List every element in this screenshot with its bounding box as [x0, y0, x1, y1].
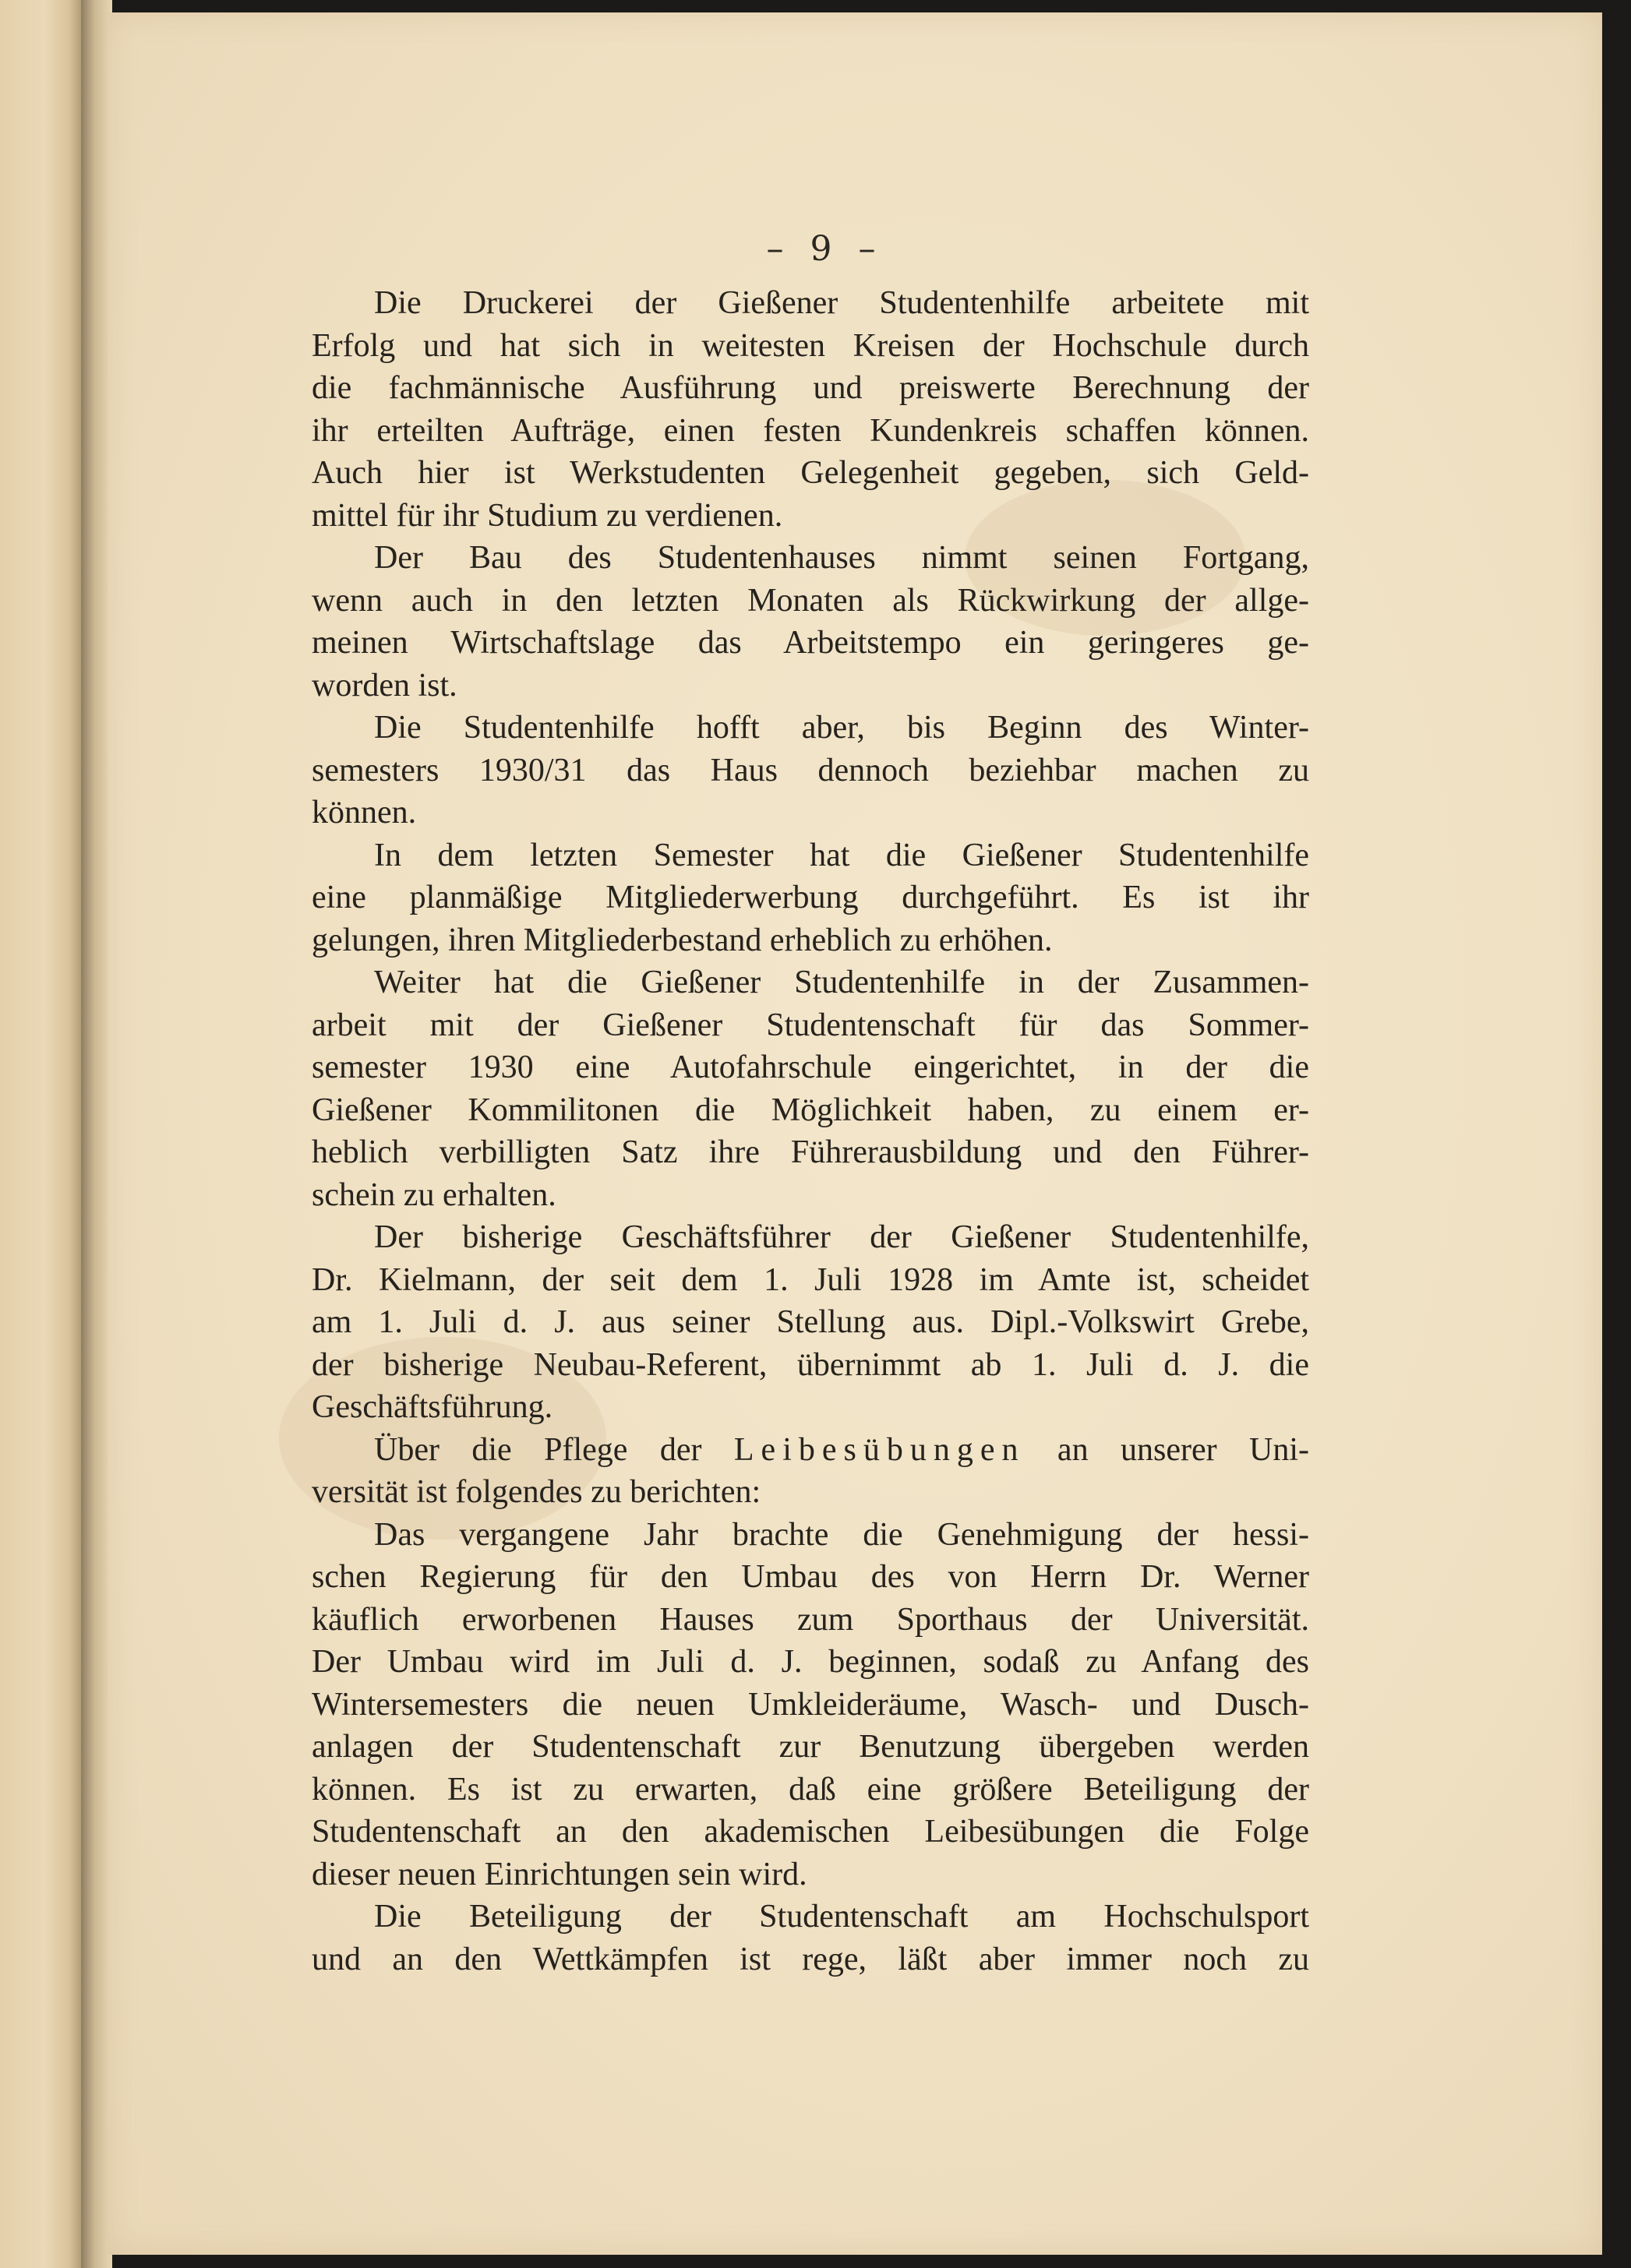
text-line: versität ist folgendes zu berichten:	[312, 1474, 761, 1510]
text-line: Gießener Kommilitonen die Möglichkeit haben, zu einem er-	[312, 1092, 1309, 1128]
text-line: eine planmäßige Mitgliederwerbung durchgeführt. Es ist ihr	[312, 880, 1309, 915]
spaced-emphasis: Leibesübungen	[733, 1431, 1026, 1468]
text-line: Geschäftsführung.	[312, 1389, 553, 1425]
text-line: Das vergangene Jahr brachte die Genehmigung der hessi-	[374, 1516, 1309, 1553]
text-line: käuflich erworbenen Hauses zum Sporthaus der Universität.	[312, 1601, 1309, 1638]
text-line: ihr erteilten Aufträge, einen festen Kundenkreis schaffen können.	[312, 412, 1309, 449]
paragraph	[312, 707, 1309, 834]
text-line: mittel für ihr Studium zu verdienen.	[312, 497, 783, 534]
page-number-text: – 9 –	[766, 229, 884, 269]
facing-page-edge	[0, 0, 81, 2268]
text-line: heblich verbilligten Satz ihre Führerausbildung und den Führer-	[312, 1134, 1309, 1170]
text-line: anlagen der Studentenschaft zur Benutzung übergeben werden	[312, 1729, 1309, 1765]
text-line: können. Es ist zu erwarten, daß eine größere Beteiligung der	[312, 1771, 1309, 1808]
text-line: Wintersemesters die neuen Umkleideräume, Wasch- und Dusch-	[312, 1686, 1309, 1723]
text-line: Über die Pflege der Leibesübungen an unserer Uni-	[374, 1431, 1310, 1468]
paragraph	[312, 537, 1309, 707]
paragraph	[312, 282, 1309, 537]
text-line: semester 1930 eine Autofahrschule eingerichtet, in der die	[312, 1049, 1309, 1085]
text-line: Der Bau des Studentenhauses nimmt seinen Fortgang,	[374, 540, 1309, 576]
text-line: worden ist.	[312, 667, 457, 704]
text-line: Erfolg und hat sich in weitesten Kreisen der Hochschule durch	[312, 327, 1309, 364]
paragraph	[312, 1896, 1309, 1981]
text-line: und an den Wettkämpfen ist rege, läßt aber immer noch zu	[312, 1941, 1309, 1977]
text-line: Die Beteiligung der Studentenschaft am Hochschulsport	[374, 1899, 1309, 1935]
text-line: am 1. Juli d. J. aus seiner Stellung aus. Dipl.-Volkswirt Grebe,	[312, 1304, 1309, 1340]
text-line: die fachmännische Ausführung und preiswerte Berechnung der	[312, 370, 1309, 406]
text-line: können.	[312, 795, 417, 831]
text-line: Der bisherige Geschäftsführer der Gießener Studentenhilfe,	[374, 1219, 1309, 1255]
text-line: Die Studentenhilfe hofft aber, bis Beginn des Winter-	[374, 710, 1309, 746]
page-number	[0, 229, 1631, 269]
body-text	[312, 282, 1309, 1981]
text-line: Weiter hat die Gießener Studentenhilfe in der Zusammen-	[374, 965, 1309, 1000]
text-line: In dem letzten Semester hat die Gießener Studentenhilfe	[374, 837, 1309, 873]
text-line: Auch hier ist Werkstudenten Gelegenheit gegeben, sich Geld-	[312, 455, 1309, 491]
text-line: Der Umbau wird im Juli d. J. beginnen, sodaß zu Anfang des	[312, 1644, 1309, 1680]
text-line: semesters 1930/31 das Haus dennoch beziehbar machen zu	[312, 752, 1309, 788]
paragraph	[312, 1429, 1309, 1514]
text-line: arbeit mit der Gießener Studentenschaft für das Sommer-	[312, 1007, 1309, 1043]
text-line: dieser neuen Einrichtungen sein wird.	[312, 1856, 807, 1892]
paragraph	[312, 961, 1309, 1216]
text-line: schein zu erhalten.	[312, 1176, 556, 1213]
text-line: gelungen, ihren Mitgliederbestand erheblich zu erhöhen.	[312, 922, 1053, 958]
paragraph	[312, 1514, 1309, 1896]
text-line: schen Regierung für den Umbau des von Herrn Dr. Werner	[312, 1559, 1309, 1595]
text-line: wenn auch in den letzten Monaten als Rückwirkung der allge-	[312, 582, 1309, 619]
text-line: meinen Wirtschaftslage das Arbeitstempo ein geringeres ge-	[312, 625, 1309, 661]
text-line: Die Druckerei der Gießener Studentenhilfe arbeitete mit	[374, 285, 1309, 321]
paragraph	[312, 834, 1309, 962]
text-line: Studentenschaft an den akademischen Leibesübungen die Folge	[312, 1814, 1309, 1850]
text-line: Dr. Kielmann, der seit dem 1. Juli 1928 im Amte ist, scheidet	[312, 1261, 1309, 1298]
text-line: der bisherige Neubau-Referent, übernimmt ab 1. Juli d. J. die	[312, 1346, 1309, 1383]
paragraph	[312, 1216, 1309, 1429]
